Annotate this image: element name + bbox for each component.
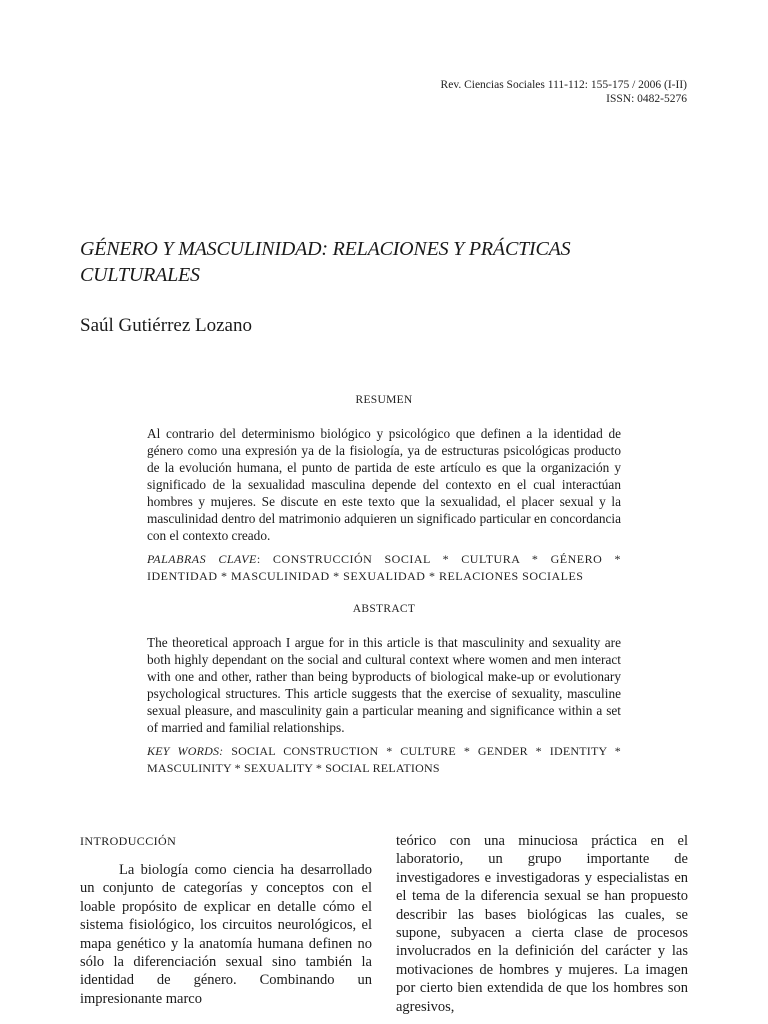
article-title-line-2: CULTURALES [80,264,200,286]
body-paragraph-left: La biología como ciencia ha desarrollado un conjunto de categorías y conceptos con el loable propósito de explicar en detalle cómo el sistema fisiológico, los circuitos neurológicos, el mapa genético y la anatomía humana definen no sólo la diferenciación sexual sino también la identidad de género. Combinando un impresionante marco [80,862,372,1007]
author-name: Saúl Gutiérrez Lozano [80,315,252,336]
body-paragraph-right: teórico con una minuciosa práctica en el laboratorio, un grupo importante de investigadores e investigadoras y especialistas en el tema de la diferencia sexual se han propuesto describir las bases biológicas las cuales, se supone, subyacen a cierta clase de procesos involucrados en la definición del carácter y las motivaciones de hombres y mujeres. La imagen por cierto bien extendida de que los hombres son agresivos, [396,833,688,1015]
resumen-heading: RESUMEN [355,394,413,406]
palabras-clave-label: PALABRAS CLAVE [147,552,257,566]
journal-citation: Rev. Ciencias Sociales 111-112: 155-175 / 2006 (I-II) [440,79,687,91]
resumen-text: Al contrario del determinismo biológico y psicológico que definen a la identidad de género como una expresión ya de la fisiología, ya de estructuras psicológicas producto de la evolución humana, el punto de partida de este artículo es que la organización y significado de la sexualidad masculina depende del contexto en el cual interactúan hombres y mujeres. Se discute en este texto que la sexualidad, el placer sexual y la masculinidad dentro del matrimonio adquieren un significado particular en concordancia con el contexto creado. [147,426,621,543]
introduccion-heading: INTRODUCCIÓN [80,834,177,848]
abstract-heading: ABSTRACT [352,603,416,615]
palabras-clave-list: : CONSTRUCCIÓN SOCIAL * CULTURA * GÉNERO * IDENTIDAD * MASCULINIDAD * SEXUALIDAD * RELACIONES SOCIALES [147,552,621,583]
key-words-label: KEY WORDS: [147,744,224,758]
key-words [147,743,621,777]
key-words-list: SOCIAL CONSTRUCTION * CULTURE * GENDER * IDENTITY * MASCULINITY * SEXUALITY * SOCIAL RELATIONS [147,744,621,775]
article-title [80,236,640,288]
body-column-right [396,832,688,1016]
body-column-left [80,832,372,1008]
palabras-clave [147,551,621,585]
journal-reference [441,78,687,106]
journal-issn: ISSN: 0482-5276 [606,93,687,105]
abstract-text: The theoretical approach I argue for in this article is that masculinity and sexuality are both highly dependant on the social and cultural context where women and men interact with one and other, rather than being byproducts of biological make-up or evolutionary psychological structures. This article suggests that the exercise of sexuality, masculine sexual pleasure, and masculinity gain a particular meaning and significance within a set of married and familial relationships. [147,635,621,735]
article-title-line-1: GÉNERO Y MASCULINIDAD: RELACIONES Y PRÁCTICAS [80,238,571,260]
